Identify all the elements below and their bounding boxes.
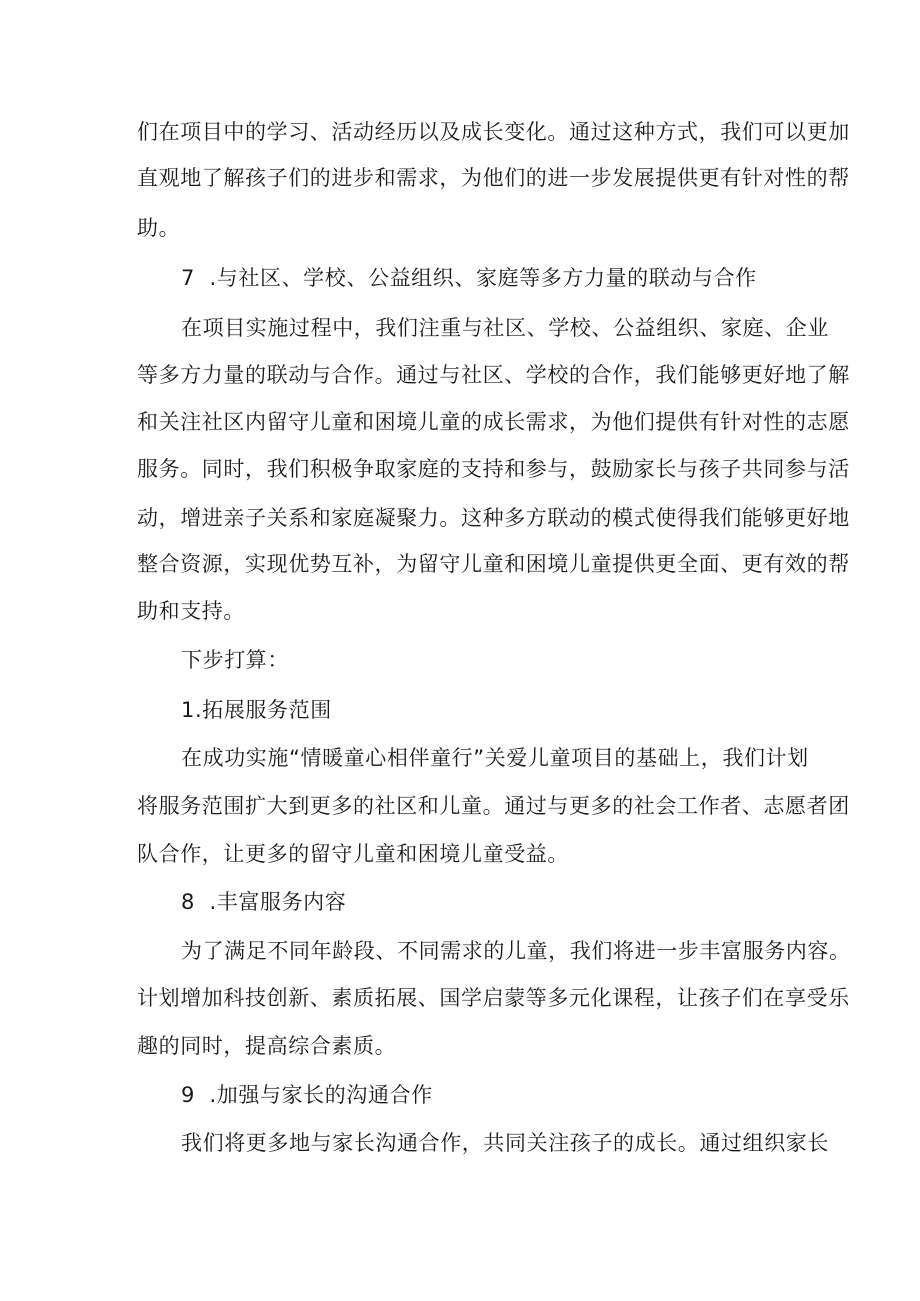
section-heading: 1.拓展服务范围 <box>181 698 332 722</box>
body-text-line: 直观地了解孩子们的进步和需求，为他们的进一步发展提供更有针对性的帮 <box>137 166 850 190</box>
body-text-line: 等多方力量的联动与合作。通过与社区、学校的合作，我们能够更好地了解 <box>137 363 850 387</box>
section-heading: 9 .加强与家长的沟通合作 <box>181 1083 433 1107</box>
section-heading: 7 .与社区、学校、公益组织、家庭等多方力量的联动与合作 <box>181 266 757 290</box>
body-text-line: 服务。同时，我们积极争取家庭的支持和参与，鼓励家长与孩子共同参与活 <box>137 457 850 481</box>
body-text-line: 在项目实施过程中，我们注重与社区、学校、公益组织、家庭、企业 <box>181 316 829 340</box>
body-text-line: 趣的同时，提高综合素质。 <box>137 1034 397 1058</box>
body-text-line: 和关注社区内留守儿童和困境儿童的成长需求，为他们提供有针对性的志愿 <box>137 410 850 434</box>
body-text-line: 将服务范围扩大到更多的社区和儿童。通过与更多的社会工作者、志愿者团 <box>137 794 850 818</box>
section-heading: 8 .丰富服务内容 <box>181 890 347 914</box>
section-heading: 下步打算： <box>181 648 289 672</box>
body-text-line: 计划增加科技创新、素质拓展、国学启蒙等多元化课程，让孩子们在享受乐 <box>137 986 850 1010</box>
body-text-line: 整合资源，实现优势互补，为留守儿童和困境儿童提供更全面、更有效的帮 <box>137 552 850 576</box>
body-text-line: 助。 <box>137 216 181 240</box>
body-text-line: 助和支持。 <box>137 599 245 623</box>
body-text-line: 为了满足不同年龄段、不同需求的儿童，我们将进一步丰富服务内容。 <box>181 939 851 963</box>
body-text-line: 队合作，让更多的留守儿童和困境儿童受益。 <box>137 842 569 866</box>
body-text-line: 我们将更多地与家长沟通合作，共同关注孩子的成长。通过组织家长 <box>181 1131 829 1155</box>
body-text-line: 们在项目中的学习、活动经历以及成长变化。通过这种方式，我们可以更加 <box>137 120 850 144</box>
body-text-line: 动，增进亲子关系和家庭凝聚力。这种多方联动的模式使得我们能够更好地 <box>137 506 850 530</box>
body-text-line: 在成功实施“情暖童心相伴童行”关爱儿童项目的基础上，我们计划 <box>181 746 809 770</box>
